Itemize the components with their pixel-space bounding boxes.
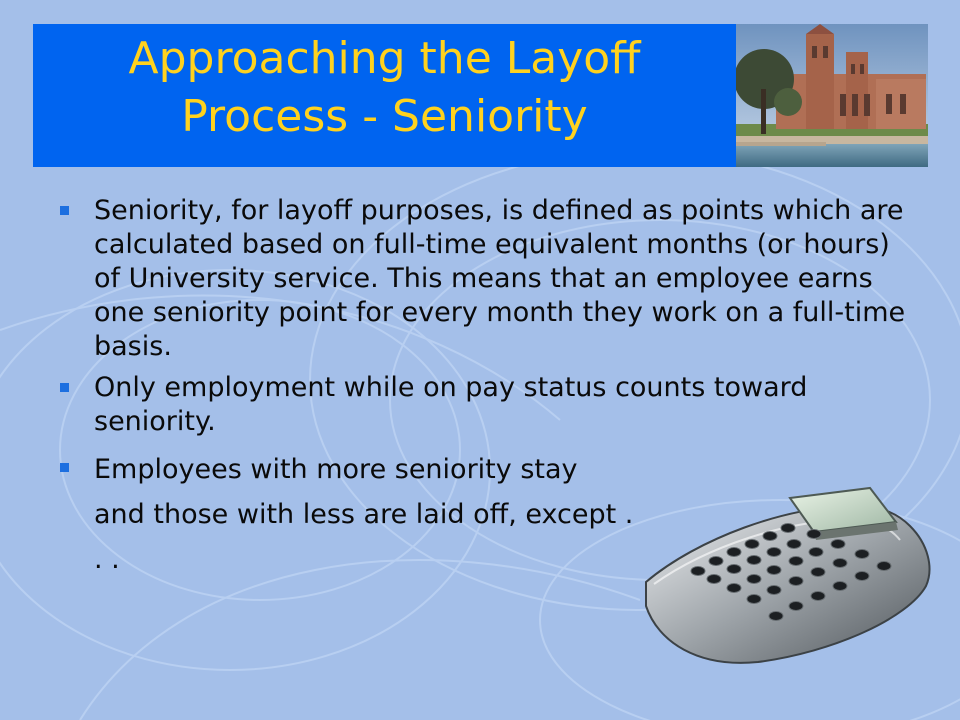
slide-title (33, 30, 736, 146)
bullet-square-icon (60, 463, 69, 472)
bullet-text-1: Seniority, for layoff purposes, is defined as points which are calculated based on full-time equivalent months (or hours) of University service. This means that an employee earns one seniority point for every month they work on a full-time basis. (94, 195, 906, 362)
bullet-item-1 (60, 194, 920, 364)
bullet-item-3 (60, 447, 634, 582)
calculator-icon (638, 486, 938, 666)
bullet-item-2 (60, 371, 920, 439)
title-line-1: Approaching the Layoff (128, 33, 641, 84)
bullet-text-3: Employees with more seniority stay and those with less are laid off, except . . . (94, 454, 634, 575)
bullet-square-icon (60, 206, 69, 215)
university-building-photo (736, 24, 928, 167)
bullet-square-icon (60, 383, 69, 392)
bullet-text-2: Only employment while on pay status counts toward seniority. (94, 372, 808, 437)
title-line-2: Process - Seniority (181, 91, 588, 142)
